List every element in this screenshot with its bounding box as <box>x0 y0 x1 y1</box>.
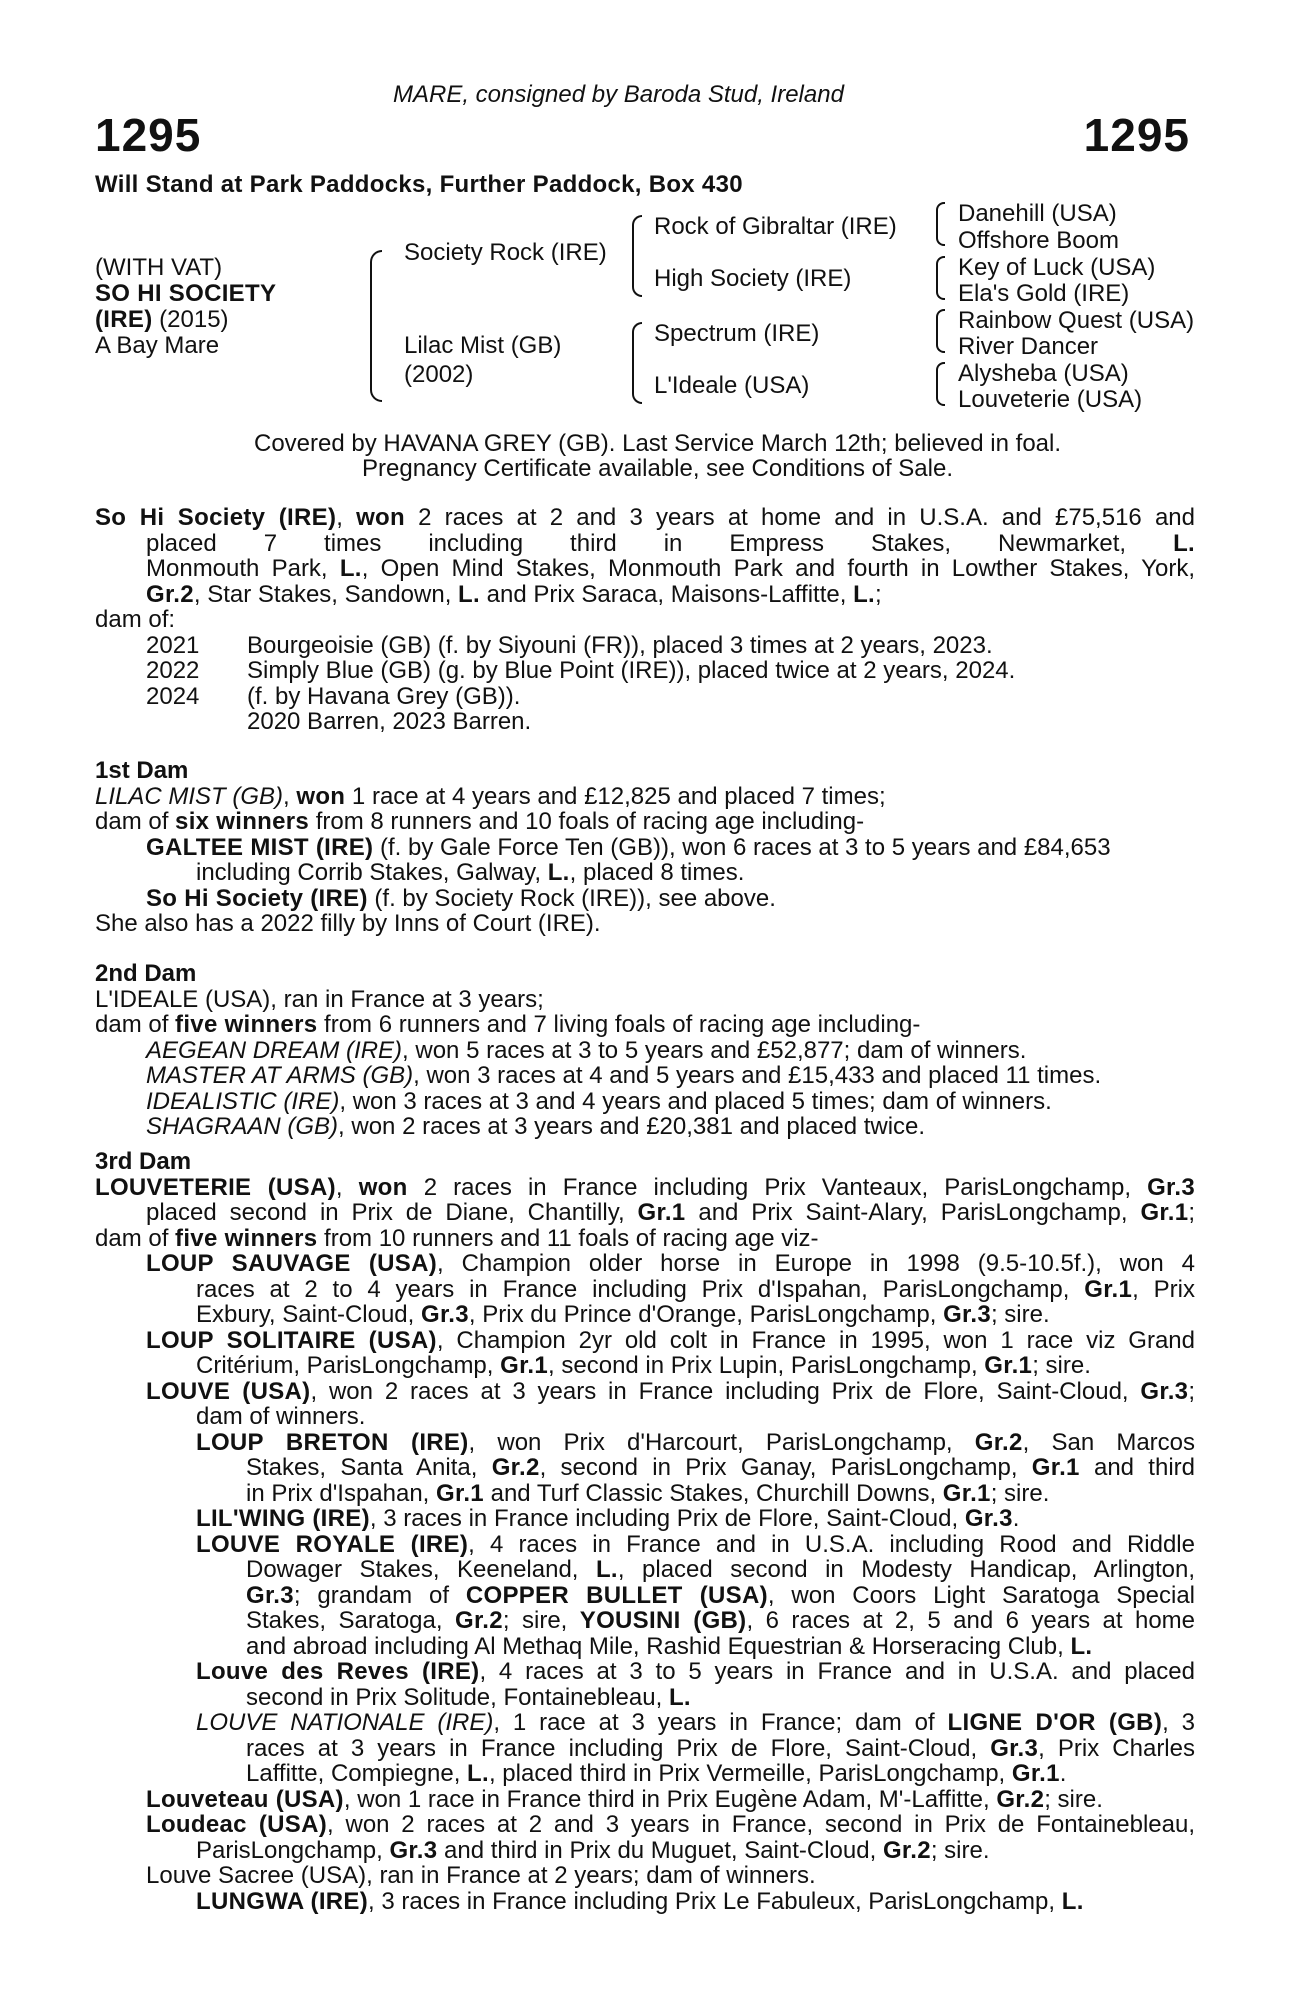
text-fragment: Louve Sacree (USA), ran in France at 2 years; dam of winners. <box>146 1862 816 1889</box>
text-fragment: five winners <box>175 1224 318 1252</box>
text-fragment: LILAC MIST (GB) <box>95 782 284 810</box>
text-fragment: YOUSINI (GB) <box>579 1607 747 1634</box>
text-fragment: , 3 <box>1162 1709 1195 1736</box>
text-fragment: ; <box>875 580 882 608</box>
pedigree-brace-3b <box>936 256 945 300</box>
pedigree-dam: Lilac Mist (GB) <box>404 332 562 359</box>
text-fragment: COPPER BULLET (USA) <box>465 1581 768 1609</box>
text-fragment: won <box>356 504 405 531</box>
text-fragment: Critérium, ParisLongchamp, <box>196 1352 501 1379</box>
text-fragment: Louve des Reves (IRE) <box>196 1658 480 1685</box>
text-fragment: So Hi Society (IRE) <box>95 504 337 531</box>
text-fragment: Gr.1 <box>1084 1275 1133 1303</box>
lot-number-left: 1295 <box>95 109 202 161</box>
pedigree-brace-3c <box>936 309 945 353</box>
text-fragment: L. <box>458 580 480 608</box>
text-fragment: , San Marcos <box>1022 1428 1196 1456</box>
text-fragment: L. <box>1173 529 1195 557</box>
horse-description: A Bay Mare <box>95 332 220 359</box>
text-fragment: , won 3 races at 4 and 5 years and £15,433 and placed 11 times. <box>413 1062 1102 1089</box>
text-fragment: Gr.3 <box>246 1581 294 1609</box>
text-line <box>95 1063 1195 1089</box>
text-fragment: , placed 8 times. <box>569 859 745 886</box>
section-title: 2nd Dam <box>95 960 197 987</box>
text-line <box>95 809 1195 835</box>
pedigree-brace-main <box>370 250 382 402</box>
text-fragment: Gr.1 <box>436 1479 484 1507</box>
pedigree-sire-sire: Rock of Gibraltar (IRE) <box>654 213 897 240</box>
text-line <box>95 1889 1195 1915</box>
text-line <box>95 1634 1195 1660</box>
text-fragment: from 10 runners and 11 foals of racing age viz- <box>317 1224 819 1252</box>
text-fragment: five winners <box>175 1011 318 1038</box>
intro-section <box>95 505 1195 735</box>
text-fragment: , Prix Charles <box>1038 1734 1195 1762</box>
pedigree-sdd: Ela's Gold (IRE) <box>958 280 1130 307</box>
text-fragment: Stakes, Santa Anita, <box>246 1454 492 1481</box>
progeny-row <box>95 658 1195 684</box>
text-fragment: races at 2 to 4 years in France including Prix d'Ispahan, ParisLongchamp, <box>196 1275 1085 1303</box>
intro-line <box>95 505 1195 531</box>
text-line <box>95 1736 1195 1762</box>
text-fragment: Gr.2 <box>146 580 194 608</box>
text-fragment: (f. by Havana Grey (GB)). <box>247 682 521 710</box>
text-line <box>95 1455 1195 1481</box>
text-fragment: , won 5 races at 3 to 5 years and £52,877; dam of winners. <box>402 1036 1027 1064</box>
text-line <box>95 1328 1195 1354</box>
text-line <box>95 1787 1195 1813</box>
text-fragment: Gr.1 <box>1140 1199 1189 1226</box>
text-fragment: She also has a 2022 filly by Inns of Court (IRE). <box>95 910 601 937</box>
third-dam-section <box>95 1149 1195 1914</box>
text-fragment: ; grandam of <box>293 1581 466 1609</box>
text-fragment: , 4 races in France and in U.S.A. including Rood and Riddle <box>468 1530 1195 1558</box>
text-fragment: and third in Prix du Muguet, Saint-Cloud, <box>437 1836 883 1864</box>
text-line <box>95 1583 1195 1609</box>
text-fragment: Gr.2 <box>491 1454 540 1481</box>
text-fragment: won <box>296 782 346 810</box>
text-fragment: L. <box>467 1760 489 1787</box>
text-fragment: . <box>1059 1760 1067 1787</box>
text-line <box>95 835 1195 861</box>
text-fragment: races at 3 years in France including Prix de Flore, Saint-Cloud, <box>246 1734 991 1762</box>
text-line <box>95 1277 1195 1303</box>
pedigree-sss: Danehill (USA) <box>958 200 1117 227</box>
pedigree-brace-3a <box>936 202 945 246</box>
text-fragment: from 8 runners and 10 foals of racing age including- <box>309 808 865 835</box>
text-line <box>95 1506 1195 1532</box>
text-line <box>95 1089 1195 1115</box>
first-dam-section <box>95 758 1195 937</box>
text-fragment: LOUP BRETON (IRE) <box>196 1428 469 1456</box>
text-fragment: second in Prix Solitude, Fontainebleau, <box>246 1683 669 1711</box>
text-fragment: Gr.3 <box>1140 1377 1189 1405</box>
text-line <box>95 1838 1195 1864</box>
text-line <box>95 1481 1195 1507</box>
pedigree-ddd: Louveterie (USA) <box>958 386 1143 413</box>
text-fragment: and abroad including Al Methaq Mile, Rashid Equestrian & Horseracing Club, <box>246 1632 1071 1660</box>
pedigree-dam-dam: L'Ideale (USA) <box>654 372 810 399</box>
text-fragment: Gr.3 <box>964 1505 1013 1532</box>
text-fragment: , won 2 races at 2 and 3 years in France, second in Prix de Fontainebleau, <box>327 1811 1195 1838</box>
text-fragment: ParisLongchamp, <box>196 1836 390 1864</box>
text-fragment: , 4 races at 3 to 5 years in France and in U.S.A. and placed <box>479 1658 1195 1685</box>
text-fragment: , Champion older horse in Europe in 1998 (9.5-10.5f.), won 4 <box>437 1250 1195 1277</box>
pedigree-dds: Alysheba (USA) <box>958 360 1129 387</box>
text-fragment: Gr.2 <box>882 1836 931 1864</box>
text-fragment: Exbury, Saint-Cloud, <box>196 1301 421 1328</box>
text-fragment: SHAGRAAN (GB) <box>146 1113 339 1140</box>
text-line <box>95 1659 1195 1685</box>
text-line <box>95 1200 1195 1226</box>
text-fragment: dam of winners. <box>196 1403 366 1430</box>
text-line <box>95 1430 1195 1456</box>
text-fragment: LIL'WING (IRE) <box>196 1505 370 1532</box>
text-fragment: placed second in Prix de Diane, Chantilly, <box>146 1199 638 1226</box>
text-fragment: Gr.3 <box>943 1301 991 1328</box>
text-fragment: L. <box>339 555 362 582</box>
text-fragment: , second in Prix Ganay, ParisLongchamp, <box>539 1454 1032 1481</box>
covered-line-1: Covered by HAVANA GREY (GB). Last Service March 12th; believed in foal. <box>253 430 1062 457</box>
text-line <box>95 860 1195 886</box>
text-fragment: , won 3 races at 3 and 4 years and placed 5 times; dam of winners. <box>339 1087 1052 1115</box>
section-title: 1st Dam <box>95 757 189 784</box>
text-fragment: LOUP SAUVAGE (USA) <box>146 1250 437 1277</box>
text-fragment: 2 races at 2 and 3 years at home and in U.S.A. and £75,516 and <box>404 504 1195 531</box>
progeny-row <box>95 633 1195 659</box>
consignment-line: MARE, consigned by Baroda Stud, Ireland <box>393 81 844 108</box>
text-fragment: and Prix Saint-Alary, ParisLongchamp, <box>685 1199 1141 1226</box>
horse-origin: (IRE) <box>95 306 153 333</box>
text-fragment: , <box>335 1173 359 1201</box>
text-fragment: placed 7 times including third in Empress Stakes, Newmarket, <box>146 529 1174 557</box>
text-fragment: , 6 races at 2, 5 and 6 years at home <box>746 1607 1196 1634</box>
text-fragment: Gr.3 <box>421 1301 469 1328</box>
text-fragment: , won 2 races at 3 years and £20,381 and placed twice. <box>338 1113 926 1140</box>
text-line <box>95 1226 1195 1252</box>
pedigree-brace-dam <box>632 322 642 404</box>
text-fragment: ; <box>1188 1199 1196 1226</box>
intro-line <box>95 556 1195 582</box>
text-fragment: Gr.2 <box>996 1785 1045 1813</box>
text-fragment: LOUVE NATIONALE (IRE) <box>196 1709 494 1736</box>
text-line <box>95 1302 1195 1328</box>
text-fragment: , Open Mind Stakes, Monmouth Park and fourth in Lowther Stakes, York, <box>361 555 1195 582</box>
text-fragment: (f. by Society Rock (IRE)), see above. <box>367 884 776 912</box>
pedigree-sire: Society Rock (IRE) <box>404 239 607 266</box>
text-fragment: , <box>283 782 297 810</box>
text-fragment: 2022 <box>146 657 200 684</box>
text-fragment: Gr.1 <box>984 1352 1033 1379</box>
text-fragment: ; sire. <box>990 1479 1050 1507</box>
location-line: Will Stand at Park Paddocks, Further Paddock, Box 430 <box>95 171 743 198</box>
text-fragment: L'IDEALE (USA), ran in France at 3 years; <box>95 985 544 1013</box>
text-fragment: and third <box>1079 1454 1195 1481</box>
text-fragment: ; sire. <box>1032 1352 1091 1379</box>
text-fragment: in Prix d'Ispahan, <box>246 1479 437 1507</box>
text-fragment: 2021 <box>146 631 200 659</box>
text-fragment: LOUP SOLITAIRE (USA) <box>146 1326 437 1354</box>
text-fragment: ; sire. <box>930 1836 990 1864</box>
text-fragment: dam of <box>95 808 176 835</box>
text-fragment: MASTER AT ARMS (GB) <box>146 1062 414 1089</box>
text-fragment: L. <box>547 859 570 886</box>
text-fragment: IDEALISTIC (IRE) <box>146 1087 340 1115</box>
text-fragment: , placed second in Modesty Handicap, Arlington, <box>617 1556 1195 1583</box>
text-fragment: , Prix <box>1132 1275 1195 1303</box>
second-dam-section <box>95 961 1195 1140</box>
text-line <box>95 1251 1195 1277</box>
text-line <box>95 1761 1195 1787</box>
text-fragment: Gr.3 <box>990 1734 1039 1762</box>
text-fragment: , 1 race at 3 years in France; dam of <box>493 1709 948 1736</box>
text-fragment: , 3 races in France including Prix Le Fabuleux, ParisLongchamp, <box>368 1887 1062 1915</box>
text-fragment: (f. by Gale Force Ten (GB)), won 6 races at 3 to 5 years and £84,653 <box>373 833 1111 861</box>
text-fragment: L. <box>853 580 875 608</box>
pedigree-brace-sire <box>632 215 642 297</box>
text-line <box>95 1038 1195 1064</box>
text-fragment: 2 races in France including Prix Vanteaux, ParisLongchamp, <box>407 1173 1148 1201</box>
text-fragment: LUNGWA (IRE) <box>196 1887 369 1915</box>
text-fragment: including Corrib Stakes, Galway, <box>196 859 548 886</box>
pedigree-dss: Rainbow Quest (USA) <box>958 307 1195 334</box>
text-fragment: , Star Stakes, Sandown, <box>193 580 459 608</box>
text-fragment: Bourgeoisie (GB) (f. by Siyouni (FR)), placed 3 times at 2 years, 2023. <box>247 631 993 659</box>
text-line <box>95 1353 1195 1379</box>
text-fragment: LIGNE D'OR (GB) <box>947 1709 1163 1736</box>
text-fragment: 2024 <box>146 682 200 710</box>
horse-origin-year <box>95 307 229 332</box>
text-line <box>95 1012 1195 1038</box>
text-fragment: Dowager Stakes, Keeneland, <box>246 1556 596 1583</box>
text-fragment: Gr.1 <box>1011 1760 1060 1787</box>
text-fragment: Monmouth Park, <box>146 555 340 582</box>
text-fragment: six winners <box>175 808 310 835</box>
text-fragment: Gr.1 <box>1031 1454 1080 1481</box>
text-fragment: Gr.3 <box>1147 1173 1195 1201</box>
text-fragment: L. <box>1070 1632 1093 1660</box>
text-fragment: Loudeac (USA) <box>146 1811 328 1838</box>
text-fragment: , won Coors Light Saratoga Special <box>767 1581 1196 1609</box>
text-fragment: . <box>1012 1505 1020 1532</box>
text-fragment: , Prix du Prince d'Orange, ParisLongchamp, <box>468 1301 944 1328</box>
text-fragment: dam of <box>95 1224 176 1252</box>
text-fragment: Gr.1 <box>942 1479 991 1507</box>
text-line <box>95 1557 1195 1583</box>
text-fragment: , placed third in Prix Vermeille, ParisLongchamp, <box>488 1760 1012 1787</box>
horse-year: (2015) <box>152 306 229 333</box>
progeny-row <box>95 709 1195 735</box>
intro-line: dam of: <box>95 606 176 633</box>
progeny-row <box>95 684 1195 710</box>
text-fragment: ; sire. <box>990 1301 1050 1328</box>
text-line <box>95 1710 1195 1736</box>
text-line <box>95 886 1195 912</box>
text-fragment: L. <box>1061 1887 1084 1915</box>
text-fragment: Gr.2 <box>454 1607 503 1634</box>
text-fragment: , won Prix d'Harcourt, ParisLongchamp, <box>468 1428 975 1456</box>
text-line <box>95 1532 1195 1558</box>
text-fragment: ; <box>1188 1377 1195 1405</box>
text-fragment: from 6 runners and 7 living foals of racing age including- <box>317 1011 921 1038</box>
vat-note: (WITH VAT) <box>95 254 223 281</box>
text-line <box>95 1685 1195 1711</box>
text-line <box>95 784 1195 810</box>
pedigree-ssd: Offshore Boom <box>958 227 1119 254</box>
text-fragment: Stakes, Saratoga, <box>246 1607 455 1634</box>
text-fragment: Gr.1 <box>637 1199 686 1226</box>
text-line <box>95 1608 1195 1634</box>
text-fragment: 1 race at 4 years and £12,825 and placed 7 times; <box>345 782 886 810</box>
text-fragment: ; sire. <box>1044 1785 1103 1813</box>
text-fragment: ; sire, <box>502 1607 580 1634</box>
pedigree-sds: Key of Luck (USA) <box>958 254 1156 281</box>
text-fragment: dam of <box>95 1011 176 1038</box>
text-fragment: Gr.3 <box>389 1836 438 1864</box>
text-line <box>95 1812 1195 1838</box>
text-fragment: , 3 races in France including Prix de Flore, Saint-Cloud, <box>369 1505 965 1532</box>
pedigree-dsd: River Dancer <box>958 333 1099 360</box>
pedigree-sire-dam: High Society (IRE) <box>654 265 852 292</box>
lot-number-right: 1295 <box>1083 109 1190 161</box>
text-fragment: and Turf Classic Stakes, Churchill Downs, <box>483 1479 943 1507</box>
text-fragment: Simply Blue (GB) (g. by Blue Point (IRE)), placed twice at 2 years, 2024. <box>247 657 1016 684</box>
horse-name: SO HI SOCIETY <box>95 280 277 307</box>
intro-line <box>95 531 1195 557</box>
text-line <box>95 1175 1195 1201</box>
text-fragment: L. <box>595 1556 618 1583</box>
text-fragment: , Champion 2yr old colt in France in 1995, won 1 race viz Grand <box>436 1326 1196 1354</box>
pedigree-dam-sire: Spectrum (IRE) <box>654 320 820 347</box>
text-fragment: , won 1 race in France third in Prix Eugène Adam, M'-Laffitte, <box>343 1785 997 1813</box>
text-fragment: won <box>358 1173 408 1201</box>
text-fragment: LOUVETERIE (USA) <box>95 1173 336 1201</box>
text-fragment: and Prix Saraca, Maisons-Laffitte, <box>479 580 854 608</box>
text-fragment: AEGEAN DREAM (IRE) <box>146 1036 403 1064</box>
text-fragment: Laffitte, Compiegne, <box>246 1760 468 1787</box>
text-fragment: GALTEE MIST (IRE) <box>146 833 374 861</box>
text-line <box>95 1379 1195 1405</box>
text-fragment: So Hi Society (IRE) <box>146 884 368 912</box>
text-fragment: Gr.2 <box>974 1428 1023 1456</box>
text-line <box>95 1114 1195 1140</box>
text-fragment: Louveteau (USA) <box>146 1785 344 1813</box>
text-fragment: , second in Prix Lupin, ParisLongchamp, <box>548 1352 985 1379</box>
text-fragment: Gr.1 <box>500 1352 549 1379</box>
text-fragment: LOUVE ROYALE (IRE) <box>196 1530 469 1558</box>
text-fragment: LOUVE (USA) <box>146 1377 311 1405</box>
pedigree-brace-3d <box>936 362 945 406</box>
section-title: 3rd Dam <box>95 1148 192 1175</box>
covered-line-2: Pregnancy Certificate available, see Conditions of Sale. <box>362 455 953 482</box>
intro-line <box>95 582 1195 608</box>
text-fragment: , won 2 races at 3 years in France including Prix de Flore, Saint-Cloud, <box>310 1377 1141 1405</box>
pedigree-dam-year: (2002) <box>404 361 474 388</box>
text-fragment: , <box>336 504 357 531</box>
text-fragment: L. <box>668 1683 691 1711</box>
text-fragment: 2020 Barren, 2023 Barren. <box>247 708 532 735</box>
